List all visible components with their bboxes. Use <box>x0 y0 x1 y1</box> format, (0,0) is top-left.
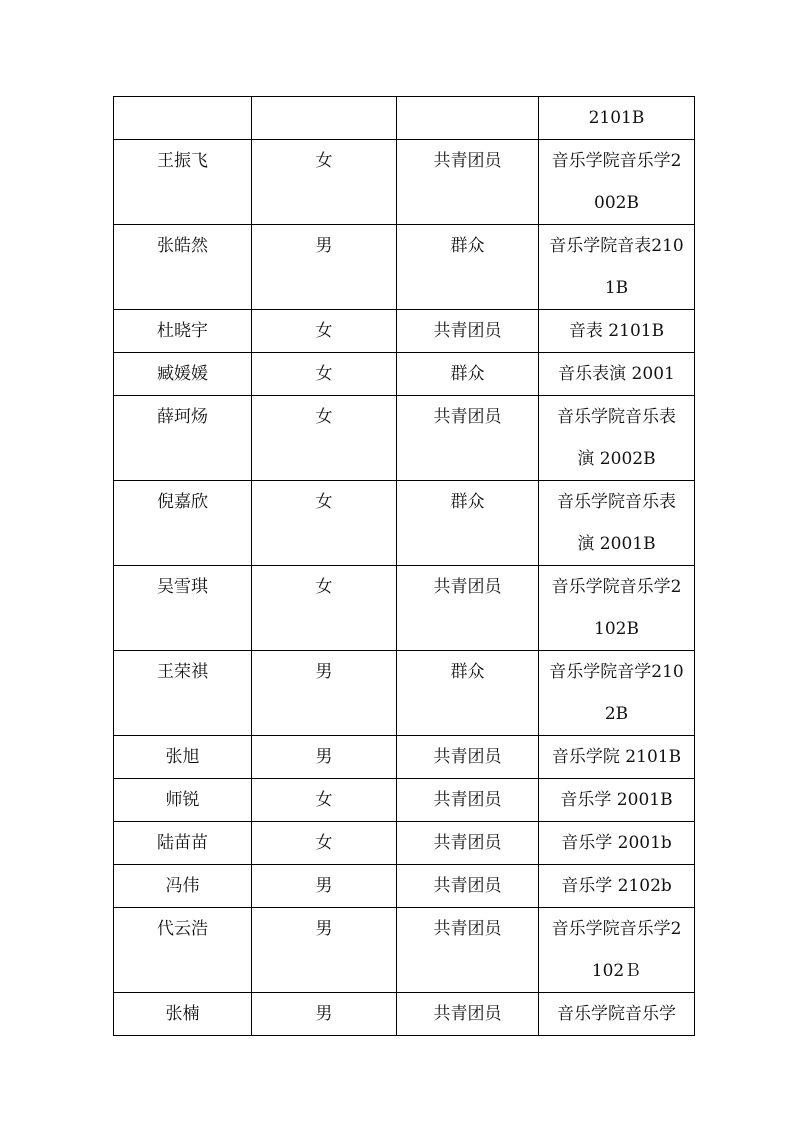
political-status-cell: 共青团员 <box>397 396 539 481</box>
political-status-cell: 共青团员 <box>397 865 539 908</box>
name-cell: 倪嘉欣 <box>114 481 252 566</box>
political-status-cell: 共青团员 <box>397 566 539 651</box>
political-status-cell: 共青团员 <box>397 908 539 993</box>
class-text: 音乐学院 2101B <box>551 747 682 767</box>
political-status-cell: 群众 <box>397 481 539 566</box>
gender-cell: 女 <box>252 822 397 865</box>
table-row <box>114 865 695 908</box>
name-cell: 王振飞 <box>114 140 252 225</box>
class-text: 2101B <box>588 108 645 128</box>
class-cell <box>539 481 695 566</box>
political-status-cell: 共青团员 <box>397 736 539 779</box>
class-cell <box>539 736 695 779</box>
class-text: 音乐学院音乐学2102Ｂ <box>551 919 682 981</box>
gender-cell: 男 <box>252 736 397 779</box>
class-text: 音乐学 2001B <box>560 790 673 810</box>
class-text: 音乐学院音乐学2102B <box>551 577 682 639</box>
name-cell: 师锐 <box>114 779 252 822</box>
class-cell <box>539 865 695 908</box>
table-row <box>114 908 695 993</box>
table-row <box>114 97 695 140</box>
political-status-cell: 群众 <box>397 225 539 310</box>
table-row <box>114 779 695 822</box>
political-status-cell: 群众 <box>397 353 539 396</box>
class-cell <box>539 140 695 225</box>
class-text: 音乐学院音乐表演 2001B <box>557 492 676 554</box>
class-text: 音乐学院音乐学 <box>557 1004 676 1024</box>
name-cell: 王荣祺 <box>114 651 252 736</box>
class-cell <box>539 353 695 396</box>
table-row <box>114 566 695 651</box>
class-text: 音乐学院音乐学2002B <box>551 151 682 213</box>
class-text: 音乐学院音乐表演 2002B <box>557 407 676 469</box>
political-status-cell: 共青团员 <box>397 822 539 865</box>
gender-cell: 男 <box>252 993 397 1036</box>
class-text: 音乐学院音学2102B <box>549 662 684 724</box>
name-cell: 杜晓宇 <box>114 310 252 353</box>
gender-cell: 男 <box>252 651 397 736</box>
table-row <box>114 396 695 481</box>
name-cell: 冯伟 <box>114 865 252 908</box>
class-text: 音乐学院音表2101B <box>549 236 684 298</box>
name-cell <box>114 97 252 140</box>
class-cell <box>539 225 695 310</box>
table-row <box>114 993 695 1036</box>
table-row <box>114 481 695 566</box>
name-cell: 臧媛媛 <box>114 353 252 396</box>
name-cell: 陆苗苗 <box>114 822 252 865</box>
class-cell <box>539 993 695 1036</box>
class-text: 音乐学 2001b <box>561 833 672 853</box>
table-row <box>114 310 695 353</box>
name-cell: 张皓然 <box>114 225 252 310</box>
member-roster-table <box>113 96 695 1036</box>
gender-cell: 男 <box>252 865 397 908</box>
political-status-cell: 共青团员 <box>397 993 539 1036</box>
table-row <box>114 736 695 779</box>
political-status-cell: 共青团员 <box>397 779 539 822</box>
name-cell: 张旭 <box>114 736 252 779</box>
class-cell <box>539 566 695 651</box>
class-cell <box>539 310 695 353</box>
gender-cell: 男 <box>252 225 397 310</box>
gender-cell <box>252 97 397 140</box>
class-text: 音表 2101B <box>568 321 665 341</box>
table-row <box>114 225 695 310</box>
gender-cell: 女 <box>252 481 397 566</box>
gender-cell: 女 <box>252 310 397 353</box>
table-row <box>114 822 695 865</box>
name-cell: 吴雪琪 <box>114 566 252 651</box>
class-cell <box>539 651 695 736</box>
name-cell: 张楠 <box>114 993 252 1036</box>
table-row <box>114 353 695 396</box>
political-status-cell: 共青团员 <box>397 310 539 353</box>
political-status-cell: 群众 <box>397 651 539 736</box>
name-cell: 薛珂炀 <box>114 396 252 481</box>
gender-cell: 女 <box>252 566 397 651</box>
class-cell <box>539 779 695 822</box>
class-cell <box>539 396 695 481</box>
gender-cell: 男 <box>252 908 397 993</box>
class-text: 音乐表演 2001 <box>558 364 675 384</box>
gender-cell: 女 <box>252 353 397 396</box>
gender-cell: 女 <box>252 396 397 481</box>
class-cell <box>539 908 695 993</box>
name-cell: 代云浩 <box>114 908 252 993</box>
table-row <box>114 140 695 225</box>
political-status-cell <box>397 97 539 140</box>
table-row <box>114 651 695 736</box>
gender-cell: 女 <box>252 779 397 822</box>
gender-cell: 女 <box>252 140 397 225</box>
class-cell <box>539 97 695 140</box>
political-status-cell: 共青团员 <box>397 140 539 225</box>
class-text: 音乐学 2102b <box>561 876 672 896</box>
class-cell <box>539 822 695 865</box>
